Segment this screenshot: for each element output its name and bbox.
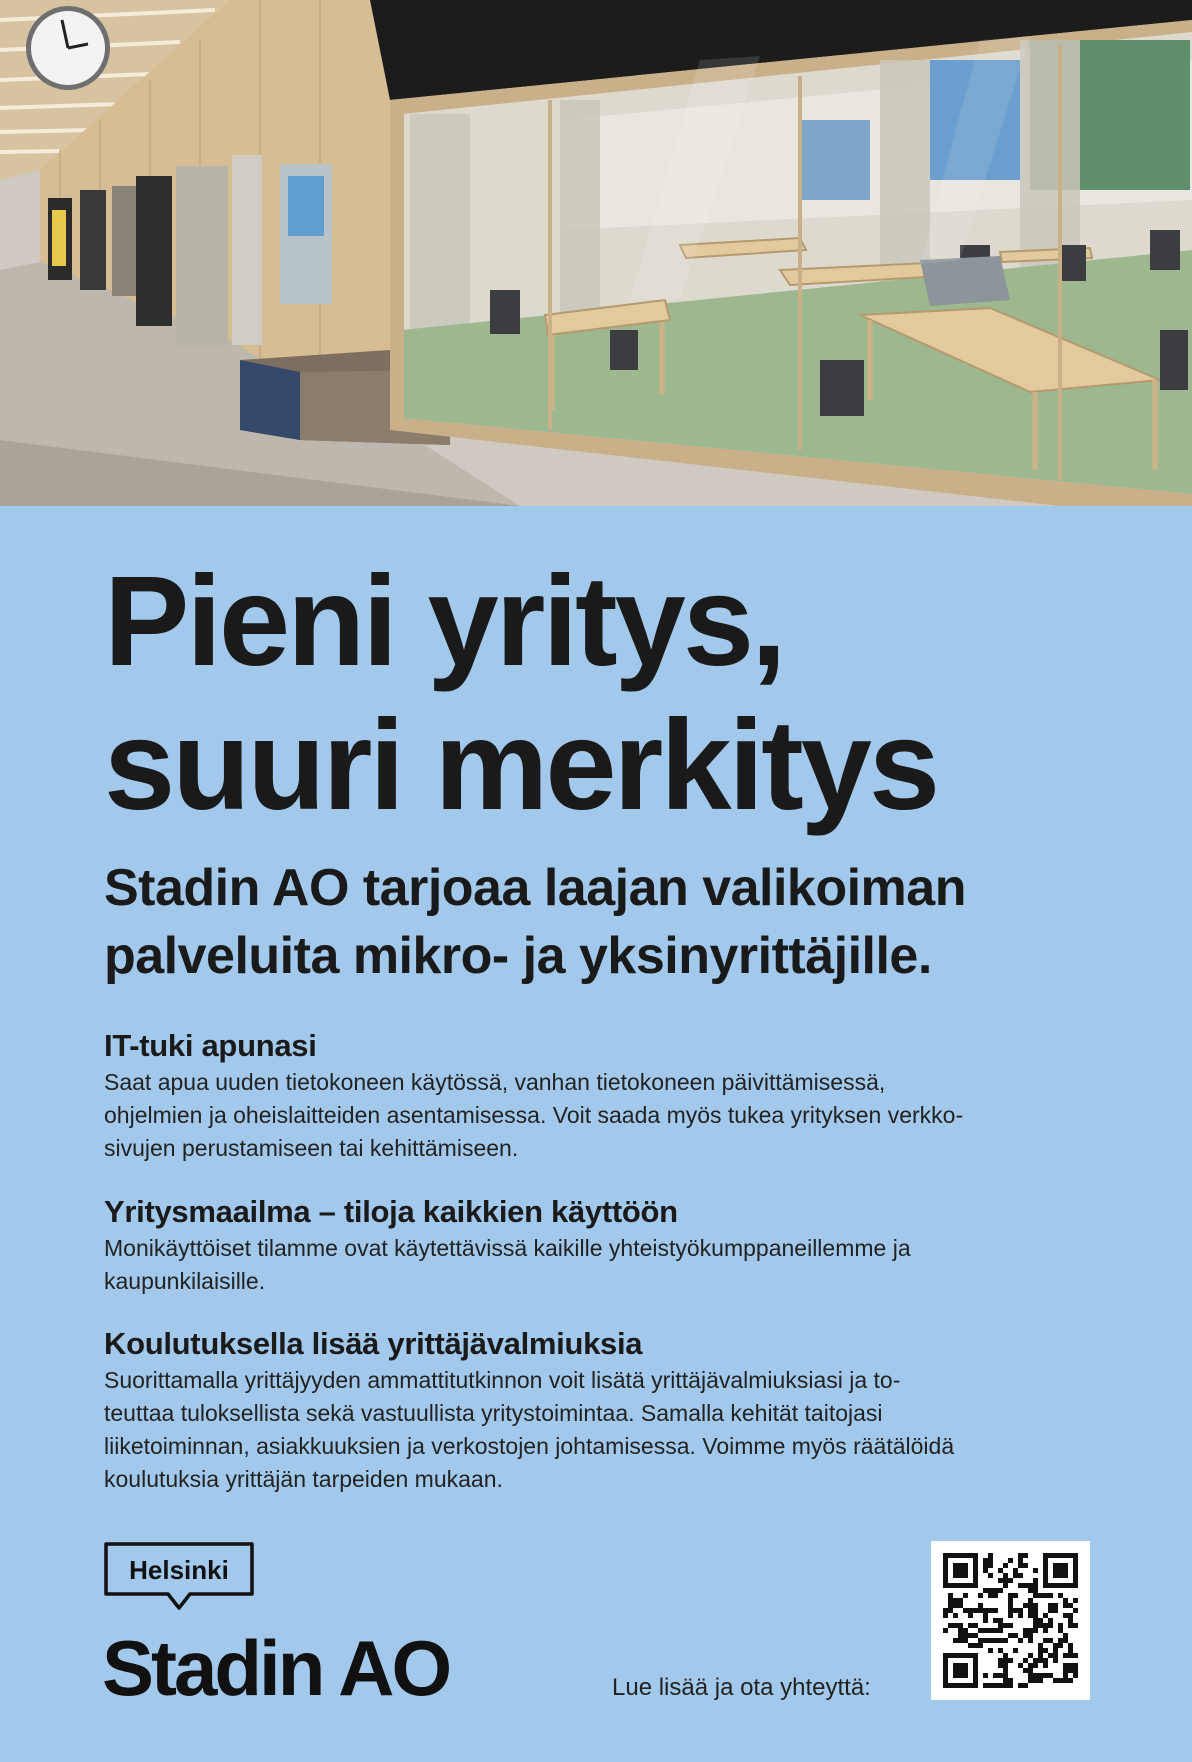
section-body [104, 1232, 1104, 1298]
body-line: koulutuksia yrittäjän tarpeiden mukaan. [104, 1466, 503, 1492]
headline-line-2: suuri merkitys [104, 694, 938, 837]
hero-photo [0, 0, 1192, 506]
section-body [104, 1364, 1104, 1496]
subheadline-line-2: palveluita mikro- ja yksinyrittäjille. [104, 927, 932, 985]
corridor-classroom-image [0, 0, 1192, 506]
stadin-ao-logo: Stadin AO [102, 1624, 450, 1712]
body-line: Monikäyttöiset tilamme ovat käytettävissä kaikille yhteistyökumppaneillemme ja [104, 1235, 911, 1261]
section-body [104, 1066, 1104, 1165]
qr-code[interactable] [931, 1541, 1090, 1700]
section-title: IT-tuki apunasi [104, 1028, 317, 1063]
headline-line-1: Pieni yritys, [104, 550, 784, 693]
body-line: ohjelmien ja oheislaitteiden asentamisessa. Voit saada myös tukea yrityksen verkko- [104, 1102, 964, 1128]
helsinki-logo-text: Helsinki [129, 1555, 229, 1585]
body-line: kaupunkilaisille. [104, 1268, 266, 1294]
section-it-support [104, 1026, 1104, 1165]
subheadline-line-1: Stadin AO tarjoaa laajan valikoiman [104, 859, 966, 917]
body-line: Saat apua uuden tietokoneen käytössä, vanhan tietokoneen päivittämisessä, [104, 1069, 886, 1095]
body-line: liiketoiminnan, asiakkuuksien ja verkostojen johtamisessa. Voimme myös räätälöidä [104, 1433, 955, 1459]
headline [104, 550, 937, 838]
section-title: Koulutuksella lisää yrittäjävalmiuksia [104, 1326, 643, 1361]
subheadline [104, 854, 1104, 990]
section-training [104, 1324, 1104, 1496]
section-business-world [104, 1192, 1104, 1298]
body-line: Suorittamalla yrittäjyyden ammattitutkinnon voit lisätä yrittäjävalmiuksiasi ja to- [104, 1367, 901, 1393]
helsinki-logo [104, 1542, 254, 1612]
body-line: teuttaa tuloksellista sekä vastuullista yritystoimintaa. Samalla kehität taitojasi [104, 1400, 883, 1426]
section-title: Yritysmaailma – tiloja kaikkien käyttöön [104, 1194, 678, 1229]
body-line: sivujen perustamiseen tai kehittämiseen. [104, 1135, 519, 1161]
contact-cta: Lue lisää ja ota yhteyttä: [612, 1674, 871, 1701]
qr-code-icon [943, 1553, 1078, 1688]
